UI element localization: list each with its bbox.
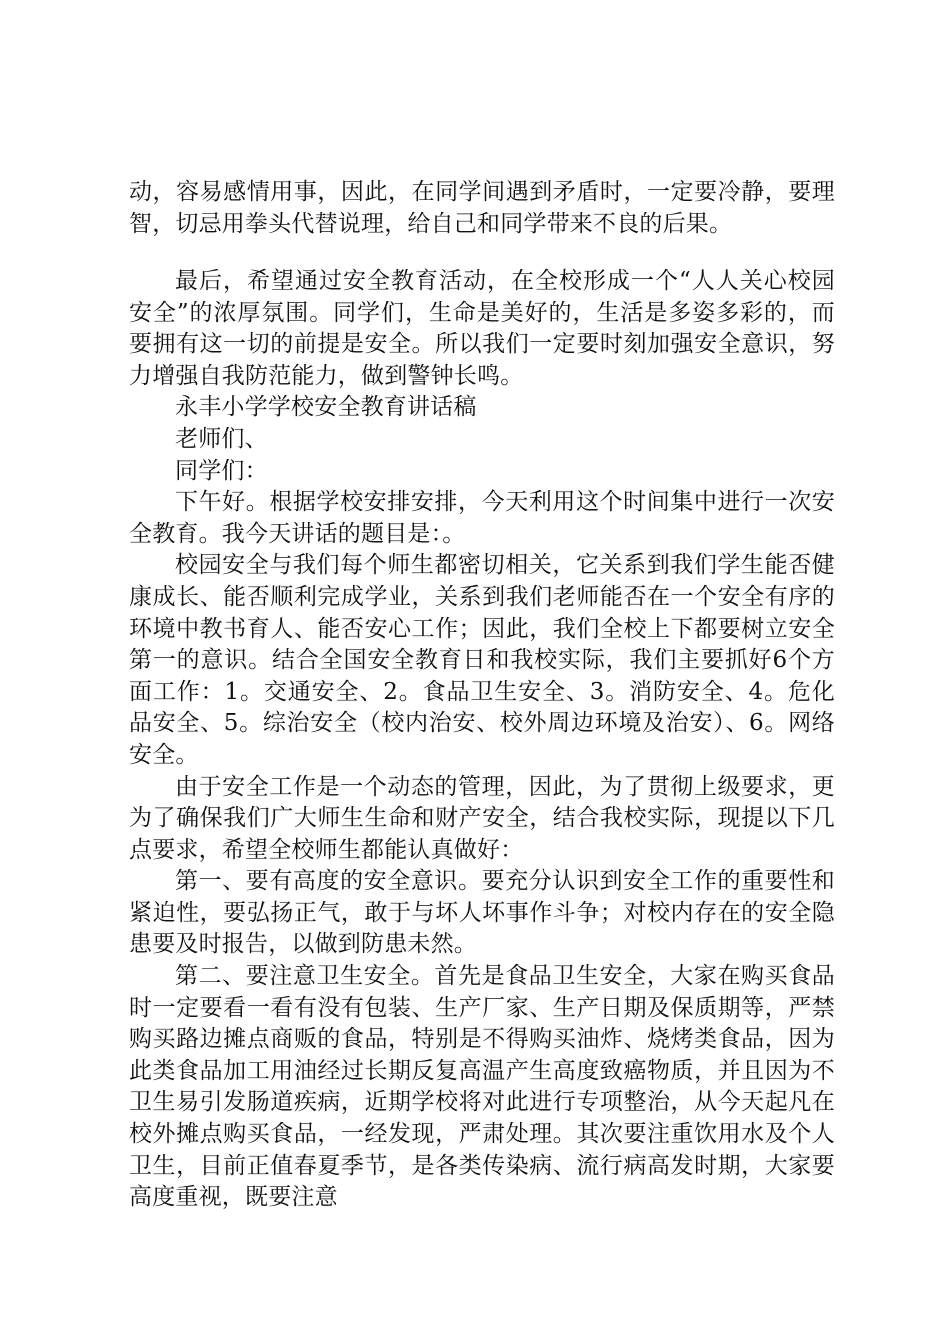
paragraph-campus-safety: 校园安全与我们每个师生都密切相关，它关系到我们学生能否健康成长、能否顺利完成学业，关系到我们老师能否在一个安全有序的环境中教书育人、能否安心工作；因此，我们全校上下都要树立安全第一的意识。结合全国安全教育日和我校实际，我们主要抓好6个方面工作：1。交通安全、2。食品卫生安全、3。消防安全、4。危化品安全、5。综治安全（校内治安、校外周边环境及治安）、6。网络安全。 <box>129 552 835 768</box>
paragraph-requirements-intro: 由于安全工作是一个动态的管理，因此，为了贯彻上级要求，更为了确保我们广大师生生命和财产安全，结合我校实际，现提以下几点要求，希望全校师生都能认真做好： <box>129 773 835 863</box>
continuation-text <box>129 177 835 240</box>
paragraph-point-one: 第一、要有高度的安全意识。要充分认识到安全工作的重要性和紧迫性，要弘扬正气，敢于与坏人坏事作斗争；对校内存在的安全隐患要及时报告，以做到防患未然。 <box>129 868 835 958</box>
paragraph-conclusion: 最后，希望通过安全教育活动，在全校形成一个“人人关心校园安全”的浓厚氛围。同学们，生命是美好的，生活是多姿多彩的，而要拥有这一切的前提是安全。所以我们一定要时刻加强安全意识，努力增强自我防范能力，做到警钟长鸣。 <box>129 268 835 389</box>
speech-title: 永丰小学学校安全教育讲话稿 <box>175 394 477 421</box>
salutation-teachers: 老师们、 <box>175 425 268 452</box>
paragraph-continuation: 动，容易感情用事，因此，在同学间遇到矛盾时，一定要冷静，要理智，切忌用拳头代替说理，给自己和同学带来不良的后果。 <box>129 179 835 237</box>
paragraph-point-two: 第二、要注意卫生安全。首先是食品卫生安全，大家在购买食品时一定要看一看有没有包装、生产厂家、生产日期及保质期等，严禁购买路边摊点商贩的食品，特别是不得购买油炸、烧烤类食品，因为此类食品加工用油经过长期反复高温产生高度致癌物质，并且因为不卫生易引发肠道疾病，近期学校将对此进行专项整治，从今天起凡在校外摊点购买食品，一经发现，严肃处理。其次要注重饮用水及个人卫生，目前正值春夏季节，是各类传染病、流行病高发时期，大家要高度重视，既要注意 <box>129 963 835 1211</box>
main-text <box>129 266 835 1214</box>
salutation-students: 同学们： <box>175 457 268 484</box>
paragraph-greeting: 下午好。根据学校安排安排，今天利用这个时间集中进行一次安全教育。我今天讲话的题目是：。 <box>129 489 835 547</box>
